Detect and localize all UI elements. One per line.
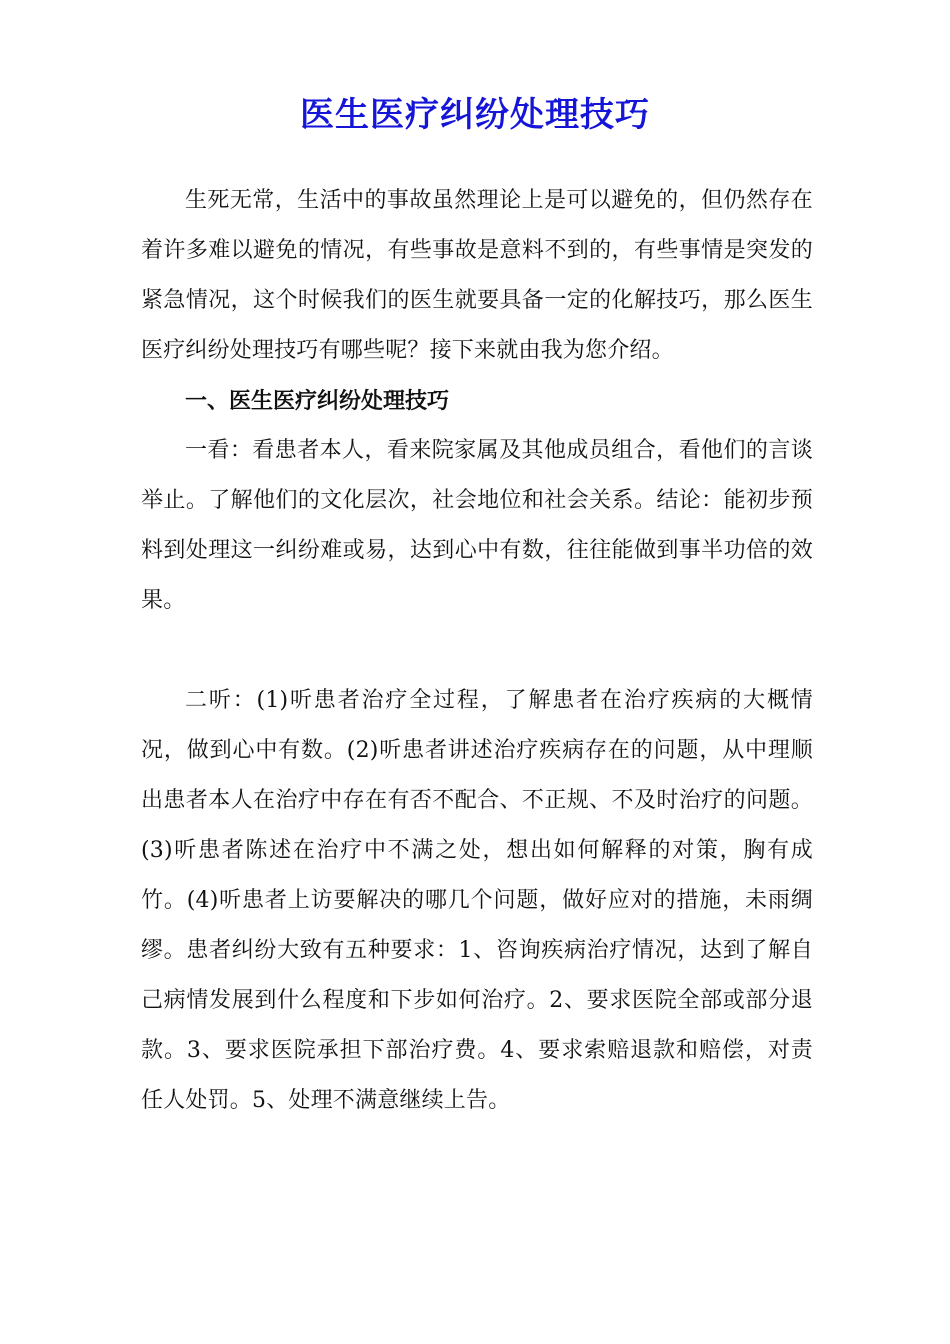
document-title: 医生医疗纠纷处理技巧 <box>300 95 650 135</box>
look-paragraph: 一看：看患者本人，看来院家属及其他成员组合，看他们的言谈举止。了解他们的文化层次，社会地位和社会关系。结论：能初步预料到处理这一纠纷难或易，达到心中有数，往往能做到事半功倍的效果。 <box>141 438 813 613</box>
section-heading: 一、医生医疗纠纷处理技巧 <box>185 388 450 414</box>
intro-paragraph: 生死无常，生活中的事故虽然理论上是可以避免的，但仍然存在着许多难以避免的情况，有些事故是意料不到的，有些事情是突发的紧急情况，这个时候我们的医生就要具备一定的化解技巧，那么医生医疗纠纷处理技巧有哪些呢？接下来就由我为您介绍。 <box>141 188 813 363</box>
listen-paragraph: 二听：(1)听患者治疗全过程，了解患者在治疗疾病的大概情况，做到心中有数。(2)听患者讲述治疗疾病存在的问题，从中理顺出患者本人在治疗中存在有否不配合、不正规、不及时治疗的问题。(3)听患者陈述在治疗中不满之处，想出如何解释的对策，胸有成竹。(4)听患者上访要解决的哪几个问题，做好应对的措施，未雨绸缪。患者纠纷大致有五种要求：1、咨询疾病治疗情况，达到了解自己病情发展到什么程度和下步如何治疗。2、要求医院全部或部分退款。3、要求医院承担下部治疗费。4、要求索赔退款和赔偿，对责任人处罚。5、处理不满意继续上告。 <box>141 688 813 1113</box>
